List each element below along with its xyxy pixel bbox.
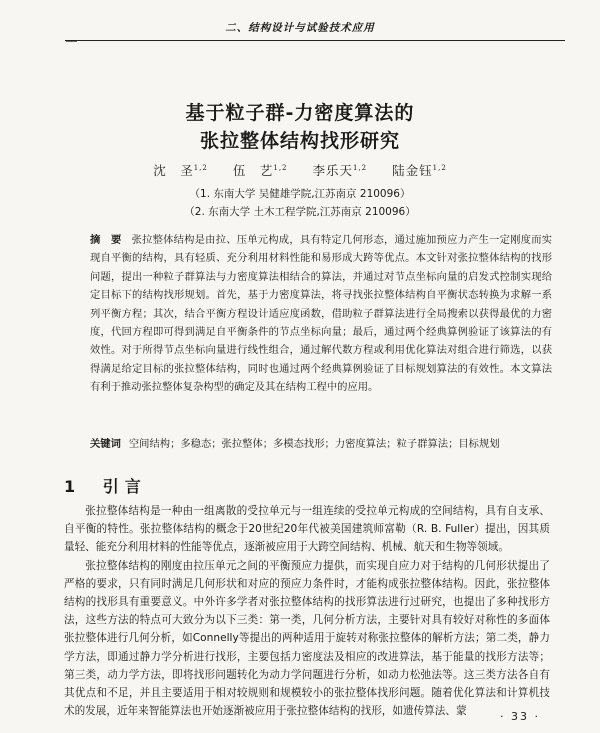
abstract-label: 摘 要 (90, 234, 122, 246)
header-mark: —— (66, 36, 77, 47)
running-title: 二、结构设计与试验技术应用 (225, 22, 375, 34)
title-line-2: 张拉整体结构找形研究 (199, 130, 400, 152)
author: 陆金钰$^{1,2}$ (392, 163, 447, 178)
title-line-1: 基于粒子群-力密度算法的 (185, 102, 415, 124)
body-text (64, 502, 550, 720)
page-number: · 33 · (500, 710, 540, 723)
keywords (90, 435, 560, 450)
author: 李乐天$^{1,2}$ (312, 163, 368, 178)
abstract (90, 231, 552, 397)
keywords-text: 空间结构；多稳态；张拉整体；多模态找形；力密度算法；粒子群算法；目标规划 (128, 438, 500, 450)
header-rule (65, 40, 565, 41)
paragraph: 张拉整体结构的刚度由拉压单元之间的平衡预应力提供，而实现自应力对于结构的几何形状提出了严格的要求，只有同时满足几何形状和对应的预应力条件时，才能构成张拉整体结构。因此，张拉整体结构的找形具有重要意义。中外许多学者对张拉整体结构的找形算法进行过研究，也提出了多种找形方法，这些方法的特点可大致分为以下三类：第一类，几何分析方法，主要针对具有较好对称性的多面体张拉整体进行几何分析，如Connelly等提出的两种适用于旋转对称张拉整体的解析方法；第二类，静力学方法，即通过静力学分析进行找形，主要包括力密度法及相应的改进算法，基于能量的找形方法等；第三类，动力学方法，即将找形问题转化为动力学问题进行分析，如动力松弛法等。这三类方法各自有其优点和不足，并且主要适用于相对较规则和规模较小的张拉整体找形问题。随着优化算法和计算机技术的发展，近年来智能算法也开始逐渐被应用于张拉整体结构的找形，如遗传算法、蒙 (64, 559, 550, 718)
affiliation-2: （2. 东南大学 土木工程学院,江苏南京 210096） (184, 206, 416, 218)
affiliation-1: （1. 东南大学 吴健雄学院,江苏南京 210096） (189, 188, 411, 200)
section-title: 引言 (102, 477, 147, 496)
author: 伍 艺$^{1,2}$ (232, 163, 288, 178)
section-number: 1 (64, 477, 82, 496)
abstract-text: 张拉整体结构是由拉、压单元构成，具有特定几何形态，通过施加预应力产生一定刚度而实现自平衡的结构，具有轻质、充分利用材料性能和易形成大跨等优点。本文针对张拉整体结构的找形问题，提出一种粒子群算法与力密度算法相结合的算法，并通过对节点坐标向量的启发式控制实现给定目标下的结构找形规划。首先，基于力密度算法，将寻找张拉整体结构自平衡状态转换为求解一系列平衡方程；其次，结合平衡方程设计适应度函数，借助粒子群算法进行全局搜索以获得最优的力密度，代回方程即可得到满足自平衡条件的节点坐标向量；最后，通过两个经典算例验证了该算法的有效性。对于所得节点坐标向量进行线性组合，通过解代数方程或利用优化算法对组合进行筛选，以获得满足给定目标的张拉整体结构，同时也通过两个经典算例验证了目标规划算法的有效性。本文算法有利于推动张拉整体复杂构型的确定及其在结构工程中的应用。 (90, 234, 553, 394)
keywords-label: 关键词 (90, 438, 121, 450)
paragraph: 张拉整体结构是一种由一组离散的受拉单元与一组连续的受拉单元构成的空间结构，具有自支承、自平衡的特性。张拉整体结构的概念于20世纪20年代被美国建筑师富勒（R. B. Fuller）提出，因其质量轻、能充分利用材料的性能等优点，逐渐被应用于大跨空间结构、机械、航天和生物等领域。 (64, 505, 550, 554)
section-heading (64, 474, 147, 497)
authors (0, 161, 600, 179)
author: 沈 圣$^{1,2}$ (153, 163, 208, 178)
